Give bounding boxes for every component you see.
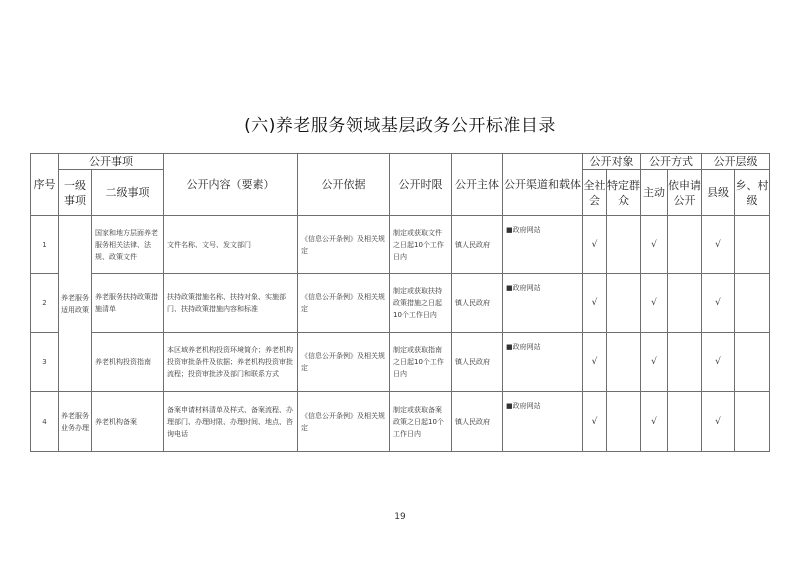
header-items-group: 公开事项	[59, 154, 164, 170]
empty-cell	[668, 333, 702, 392]
table-row	[31, 392, 770, 452]
header-level-town: 乡、村级	[735, 170, 770, 216]
empty-cell	[607, 392, 641, 452]
content-cell: 本区域养老机构投资环境简介；养老机构投资审批条件及依据；养老机构投资审批流程；投资审批涉及部门和联系方式	[164, 333, 298, 392]
row-seq: 1	[31, 216, 59, 274]
level2-cell: 养老机构备案	[92, 392, 164, 452]
row-seq: 3	[31, 333, 59, 392]
channel-cell: ■政府网站	[503, 274, 583, 333]
channel-cell: ■政府网站	[503, 216, 583, 274]
content-cell: 扶持政策措施名称、扶持对象、实施部门、扶持政策措施内容和标准	[164, 274, 298, 333]
empty-cell	[735, 333, 770, 392]
check-mark: √	[641, 216, 668, 274]
basis-cell: 《信息公开条例》及相关规定	[298, 216, 390, 274]
channel-cell: ■政府网站	[503, 333, 583, 392]
subject-cell: 镇人民政府	[452, 216, 503, 274]
empty-cell	[735, 216, 770, 274]
time-limit-cell: 制定或获取文件之日起10个工作日内	[390, 216, 452, 274]
header-level-county: 县级	[702, 170, 735, 216]
empty-cell	[668, 392, 702, 452]
check-mark: √	[641, 392, 668, 452]
header-time-limit: 公开时限	[390, 154, 452, 216]
check-mark: √	[702, 216, 735, 274]
level2-cell: 养老机构投资指南	[92, 333, 164, 392]
empty-cell	[607, 274, 641, 333]
subject-cell: 镇人民政府	[452, 392, 503, 452]
time-limit-cell: 制定或获取备案政策之日起10个工作日内	[390, 392, 452, 452]
header-target-group: 公开对象	[583, 154, 641, 170]
table-row	[31, 216, 770, 274]
empty-cell	[607, 216, 641, 274]
check-mark: √	[641, 274, 668, 333]
content-cell: 备案申请材料清单及样式、备案流程、办理部门、办理时限、办理时间、地点、咨询电话	[164, 392, 298, 452]
header-target-all: 全社会	[583, 170, 607, 216]
basis-cell: 《信息公开条例》及相关规定	[298, 274, 390, 333]
subject-cell: 镇人民政府	[452, 333, 503, 392]
header-level2: 二级事项	[92, 170, 164, 216]
table-row	[31, 333, 770, 392]
check-mark: √	[702, 274, 735, 333]
check-mark: √	[702, 392, 735, 452]
basis-cell: 《信息公开条例》及相关规定	[298, 333, 390, 392]
header-target-specific: 特定群众	[607, 170, 641, 216]
row-seq: 4	[31, 392, 59, 452]
empty-cell	[668, 274, 702, 333]
level1-cell: 养老服务适用政策	[59, 216, 92, 392]
level2-cell: 养老服务扶持政策措施清单	[92, 274, 164, 333]
check-mark: √	[702, 333, 735, 392]
check-mark: √	[583, 216, 607, 274]
check-mark: √	[583, 333, 607, 392]
channel-cell: ■政府网站	[503, 392, 583, 452]
empty-cell	[735, 392, 770, 452]
header-channel: 公开渠道和载体	[503, 154, 583, 216]
catalog-table	[30, 153, 770, 452]
header-method-active: 主动	[641, 170, 668, 216]
header-method-apply: 依申请公开	[668, 170, 702, 216]
check-mark: √	[641, 333, 668, 392]
page-number: 19	[394, 512, 406, 522]
empty-cell	[735, 274, 770, 333]
header-content: 公开内容（要素）	[164, 154, 298, 216]
level1-cell: 养老服务业务办理	[59, 392, 92, 452]
empty-cell	[668, 216, 702, 274]
page-title: (六)养老服务领域基层政务公开标准目录	[244, 116, 556, 136]
header-subject: 公开主体	[452, 154, 503, 216]
table-row	[31, 274, 770, 333]
header-method-group: 公开方式	[641, 154, 702, 170]
basis-cell: 《信息公开条例》及相关规定	[298, 392, 390, 452]
header-seq: 序号	[31, 154, 59, 216]
check-mark: √	[583, 274, 607, 333]
header-level1: 一级事项	[59, 170, 92, 216]
subject-cell: 镇人民政府	[452, 274, 503, 333]
time-limit-cell: 制定或获取扶持政策措施之日起10个工作日内	[390, 274, 452, 333]
empty-cell	[607, 333, 641, 392]
header-level-group: 公开层级	[702, 154, 770, 170]
check-mark: √	[583, 392, 607, 452]
row-seq: 2	[31, 274, 59, 333]
content-cell: 文件名称、文号、发文部门	[164, 216, 298, 274]
level2-cell: 国家和地方层面养老服务相关法律、法规、政策文件	[92, 216, 164, 274]
time-limit-cell: 制定或获取指南之日起10个工作日内	[390, 333, 452, 392]
header-basis: 公开依据	[298, 154, 390, 216]
